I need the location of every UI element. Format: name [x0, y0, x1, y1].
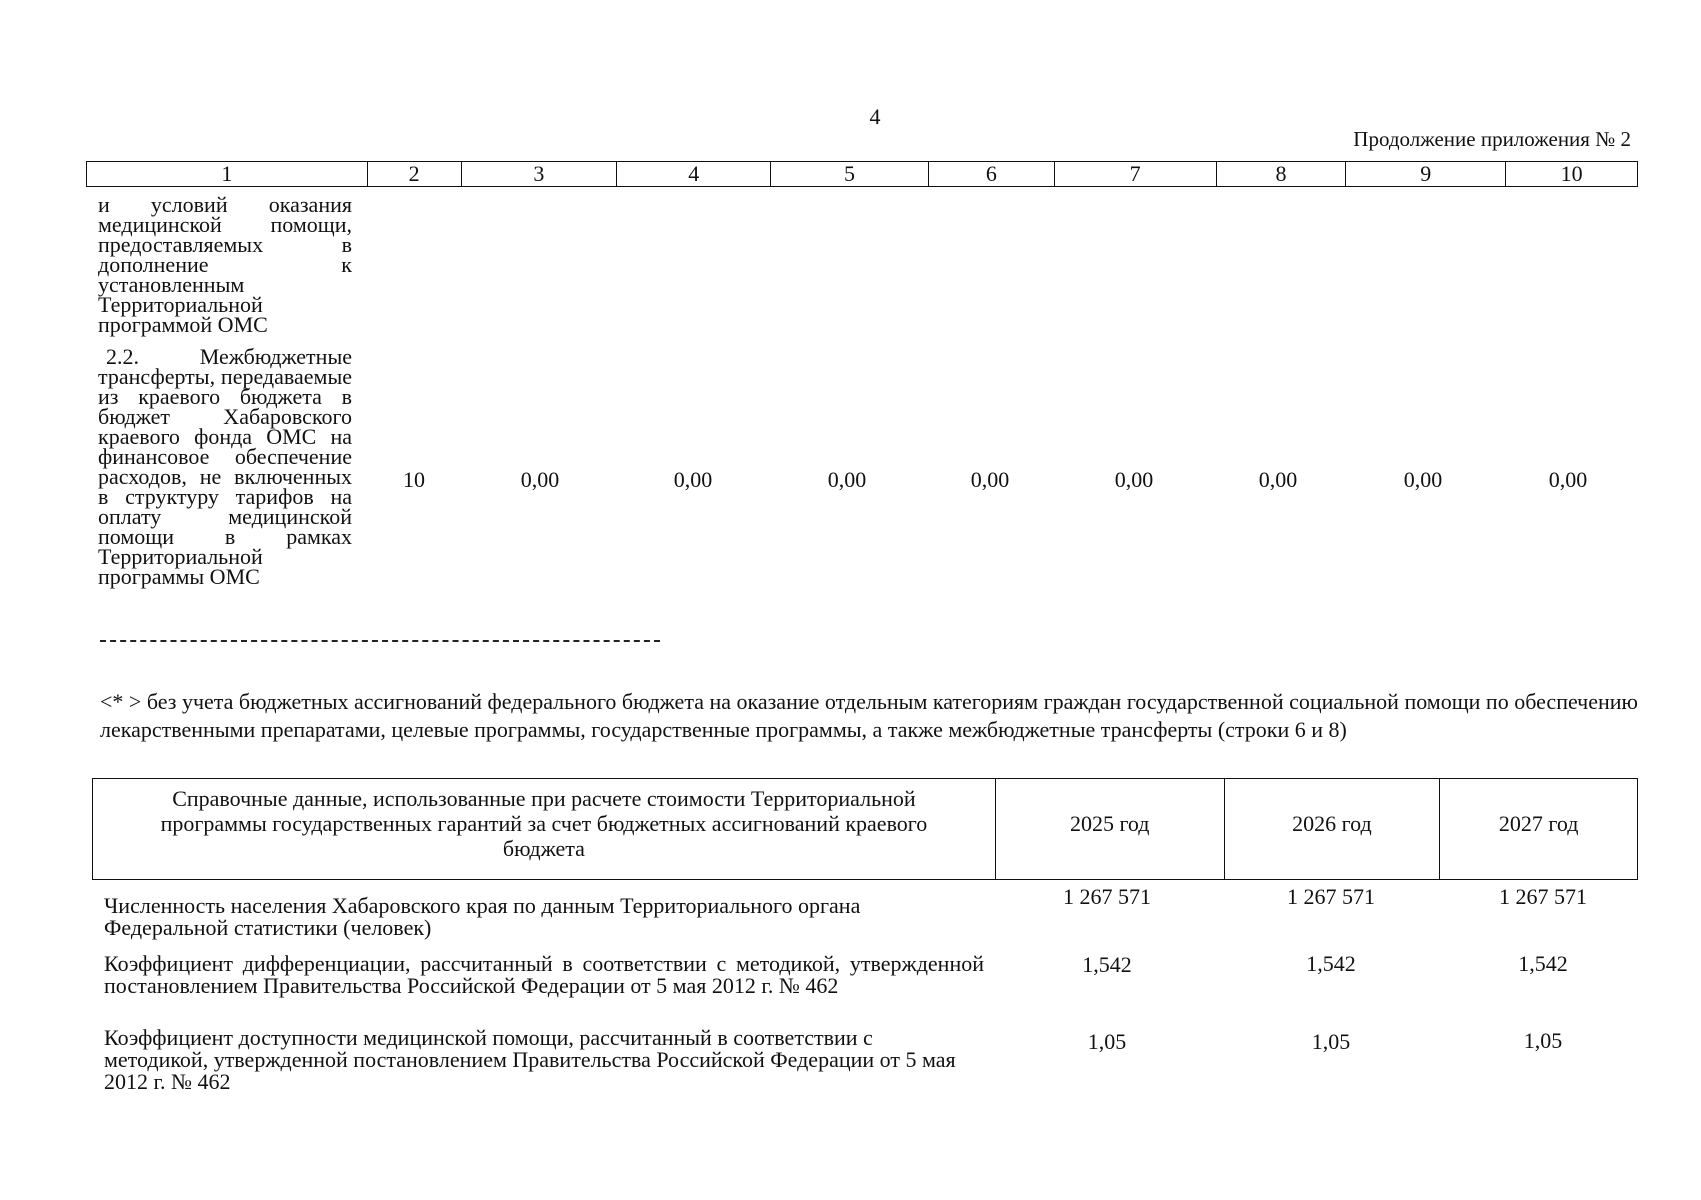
reference-row-value: 1,05: [1311, 1029, 1351, 1054]
reference-row-value: 1,542: [1518, 951, 1568, 976]
appendix-continuation-label: Продолжение приложения № 2: [1353, 127, 1631, 151]
table-cell-value: 0,00: [827, 467, 867, 492]
column-number: 7: [1054, 162, 1216, 186]
column-number-header: [86, 161, 1638, 187]
reference-table-header: [92, 778, 1638, 880]
table-cell-value: 0,00: [970, 467, 1010, 492]
column-number: 8: [1216, 162, 1346, 186]
column-number: 10: [1505, 162, 1637, 186]
reference-row-value: 1,542: [1306, 951, 1356, 976]
table-row-code: 10: [403, 467, 425, 492]
reference-row-value: 1 267 571: [1287, 884, 1375, 909]
reference-row-value: 1 267 571: [1063, 884, 1151, 909]
column-number: 5: [770, 162, 928, 186]
column-number: 6: [928, 162, 1054, 186]
reference-header-year: 2026 год: [1224, 779, 1440, 879]
column-number: 1: [221, 161, 233, 186]
table-cell-value: 0,00: [1114, 467, 1154, 492]
table-row-label: 2.2. Межбюджетные трансферты, передаваемые из краевого бюджета в бюджет Хабаровского краевого фонда ОМС на финансовое обеспечение расходов, не включенных в структуру тарифов на оплату медицинской помощи в рамках Территориальной программы ОМС: [98, 344, 352, 589]
reference-header-description: Справочные данные, использованные при расчете стоимости Территориальной программы государственных гарантий за счет бюджетных ассигнований краевого бюджета: [160, 785, 928, 861]
reference-header-year: 2025 год: [995, 779, 1224, 879]
table-cell-value: 0,00: [1403, 467, 1443, 492]
reference-row-value: 1,542: [1082, 952, 1132, 977]
reference-row-label: Коэффициент доступности медицинской помощи, рассчитанный в соответствии с методикой, утвержденной постановлением Правительства Российской Федерации от 5 мая 2012 г. № 462: [104, 1025, 956, 1094]
table-cell-value: 0,00: [1548, 467, 1588, 492]
column-number: 9: [1345, 162, 1505, 186]
reference-row-value: 1,05: [1087, 1029, 1127, 1054]
column-number: 3: [461, 162, 617, 186]
column-number: 4: [616, 162, 770, 186]
page-number: 4: [869, 104, 881, 129]
reference-row-label: Численность населения Хабаровского края по данным Территориального органа Федеральной статистики (человек): [104, 893, 861, 940]
reference-row-value: 1,05: [1523, 1028, 1563, 1053]
table-cell-value: 0,00: [1258, 467, 1298, 492]
reference-row-label: Коэффициент дифференциации, рассчитанный в соответствии с методикой, утвержденной постановлением Правительства Российской Федерации от 5 мая 2012 г. № 462: [104, 951, 984, 998]
table-row-label-continuation: и условий оказания медицинской помощи, предоставляемых в дополнение к установленным Территориальной программой ОМС: [98, 192, 352, 337]
reference-header-year: 2027 год: [1439, 779, 1637, 879]
table-cell-value: 0,00: [520, 467, 560, 492]
footnote-separator: [100, 640, 660, 642]
reference-row-value: 1 267 571: [1499, 884, 1587, 909]
footnote: <* > без учета бюджетных ассигнований федерального бюджета на оказание отдельным категориям граждан государственной социальной помощи по обеспечению лекарственными препаратами, целевые программы, государственные программы, а также межбюджетные трансферты (строки 6 и 8): [100, 689, 1638, 742]
column-number: 2: [367, 162, 461, 186]
table-cell-value: 0,00: [673, 467, 713, 492]
